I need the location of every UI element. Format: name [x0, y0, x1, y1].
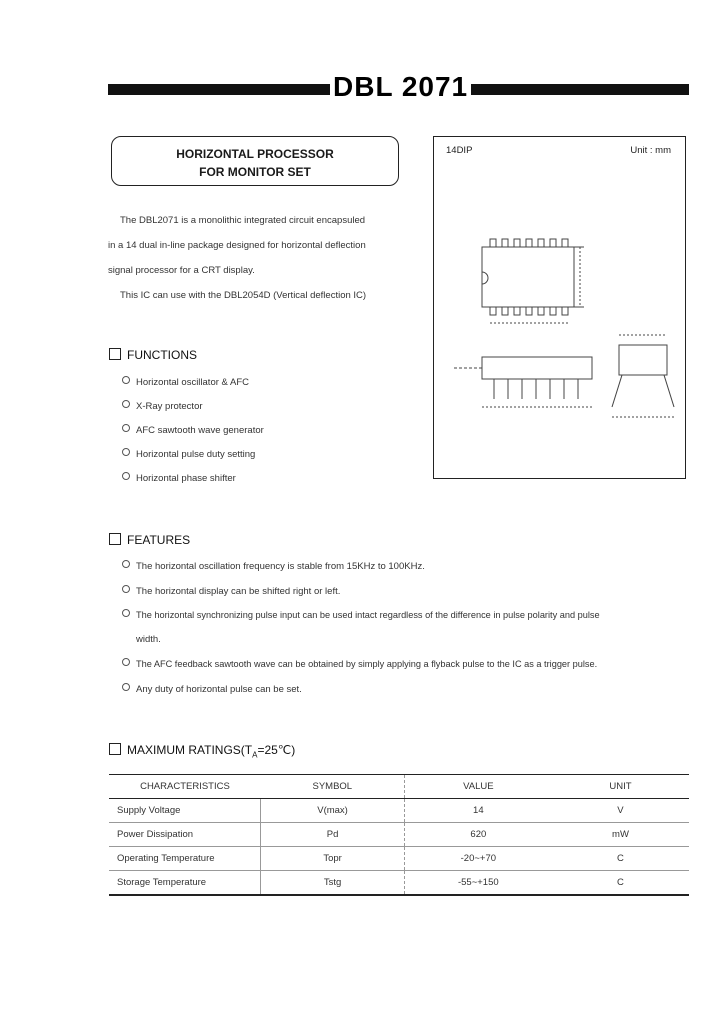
- table-header-row: [109, 775, 689, 799]
- cell-unit: C: [552, 847, 689, 871]
- circle-bullet-icon: [122, 609, 130, 617]
- table-row: [109, 847, 689, 871]
- package-diagram: [433, 136, 686, 479]
- circle-bullet-icon: [122, 585, 130, 593]
- package-unit: Unit : mm: [630, 145, 671, 156]
- intro-line-1: The DBL2071 is a monolithic integrated circuit encapsuled: [120, 215, 366, 226]
- cell-characteristic: Operating Temperature: [109, 847, 261, 871]
- col-symbol: SYMBOL: [261, 775, 404, 799]
- cell-characteristic: Power Dissipation: [109, 823, 261, 847]
- cell-unit: C: [552, 871, 689, 896]
- cell-symbol: V(max): [261, 799, 404, 823]
- col-characteristics: CHARACTERISTICS: [109, 775, 261, 799]
- col-value: VALUE: [404, 775, 552, 799]
- functions-heading: FUNCTIONS: [109, 348, 197, 362]
- col-unit: UNIT: [552, 775, 689, 799]
- function-item: Horizontal pulse duty setting: [122, 448, 255, 460]
- function-item: AFC sawtooth wave generator: [122, 424, 264, 436]
- package-name: 14DIP: [446, 145, 473, 156]
- ratings-table: [109, 774, 689, 896]
- intro-line-4: This IC can use with the DBL2054D (Vertical deflection IC): [120, 290, 367, 301]
- cell-value: 620: [404, 823, 552, 847]
- title-box: [111, 136, 399, 186]
- circle-bullet-icon: [122, 376, 130, 384]
- cell-unit: V: [552, 799, 689, 823]
- title-line-1: HORIZONTAL PROCESSOR: [176, 147, 334, 161]
- part-number: DBL 2071: [330, 72, 471, 102]
- intro-line-3: signal processor for a CRT display.: [108, 265, 255, 276]
- features-heading: FEATURES: [109, 533, 190, 547]
- feature-item-cont: width.: [136, 634, 161, 645]
- title-line-2: FOR MONITOR SET: [199, 165, 311, 179]
- circle-bullet-icon: [122, 560, 130, 568]
- cell-symbol: Topr: [261, 847, 404, 871]
- table-row: [109, 871, 689, 896]
- section-box-icon: [109, 533, 121, 545]
- cell-characteristic: Storage Temperature: [109, 871, 261, 896]
- table-row: [109, 823, 689, 847]
- circle-bullet-icon: [122, 448, 130, 456]
- function-item: Horizontal phase shifter: [122, 472, 236, 484]
- feature-item: The AFC feedback sawtooth wave can be obtained by simply applying a flyback pulse to the IC as a trigger pulse.: [122, 658, 597, 669]
- circle-bullet-icon: [122, 658, 130, 666]
- header-bar-left: [108, 84, 330, 95]
- header-bar-right: [467, 84, 689, 95]
- cell-symbol: Pd: [261, 823, 404, 847]
- cell-value: -20~+70: [404, 847, 552, 871]
- ratings-heading: MAXIMUM $RATINGS(T_A=25℃)$: [109, 743, 295, 759]
- feature-item: The horizontal oscillation frequency is stable from 15KHz to 100KHz.: [122, 560, 425, 572]
- section-box-icon: [109, 348, 121, 360]
- section-box-icon: [109, 743, 121, 755]
- cell-value: 14: [404, 799, 552, 823]
- ratings-table-wrap: [109, 774, 689, 896]
- function-item: Horizontal oscillator & AFC: [122, 376, 249, 388]
- feature-item: The horizontal display can be shifted right or left.: [122, 585, 340, 597]
- circle-bullet-icon: [122, 472, 130, 480]
- feature-item: Any duty of horizontal pulse can be set.: [122, 683, 302, 695]
- feature-item: The horizontal synchronizing pulse input can be used intact regardless of the difference in pulse polarity and pulse: [122, 609, 600, 620]
- table-row: [109, 799, 689, 823]
- function-item: X-Ray protector: [122, 400, 203, 412]
- cell-unit: mW: [552, 823, 689, 847]
- cell-value: -55~+150: [404, 871, 552, 896]
- cell-symbol: Tstg: [261, 871, 404, 896]
- intro-line-2: in a 14 dual in-line package designed for horizontal deflection: [108, 240, 366, 251]
- dip14-drawing: [434, 167, 684, 467]
- cell-characteristic: Supply Voltage: [109, 799, 261, 823]
- circle-bullet-icon: [122, 424, 130, 432]
- circle-bullet-icon: [122, 683, 130, 691]
- circle-bullet-icon: [122, 400, 130, 408]
